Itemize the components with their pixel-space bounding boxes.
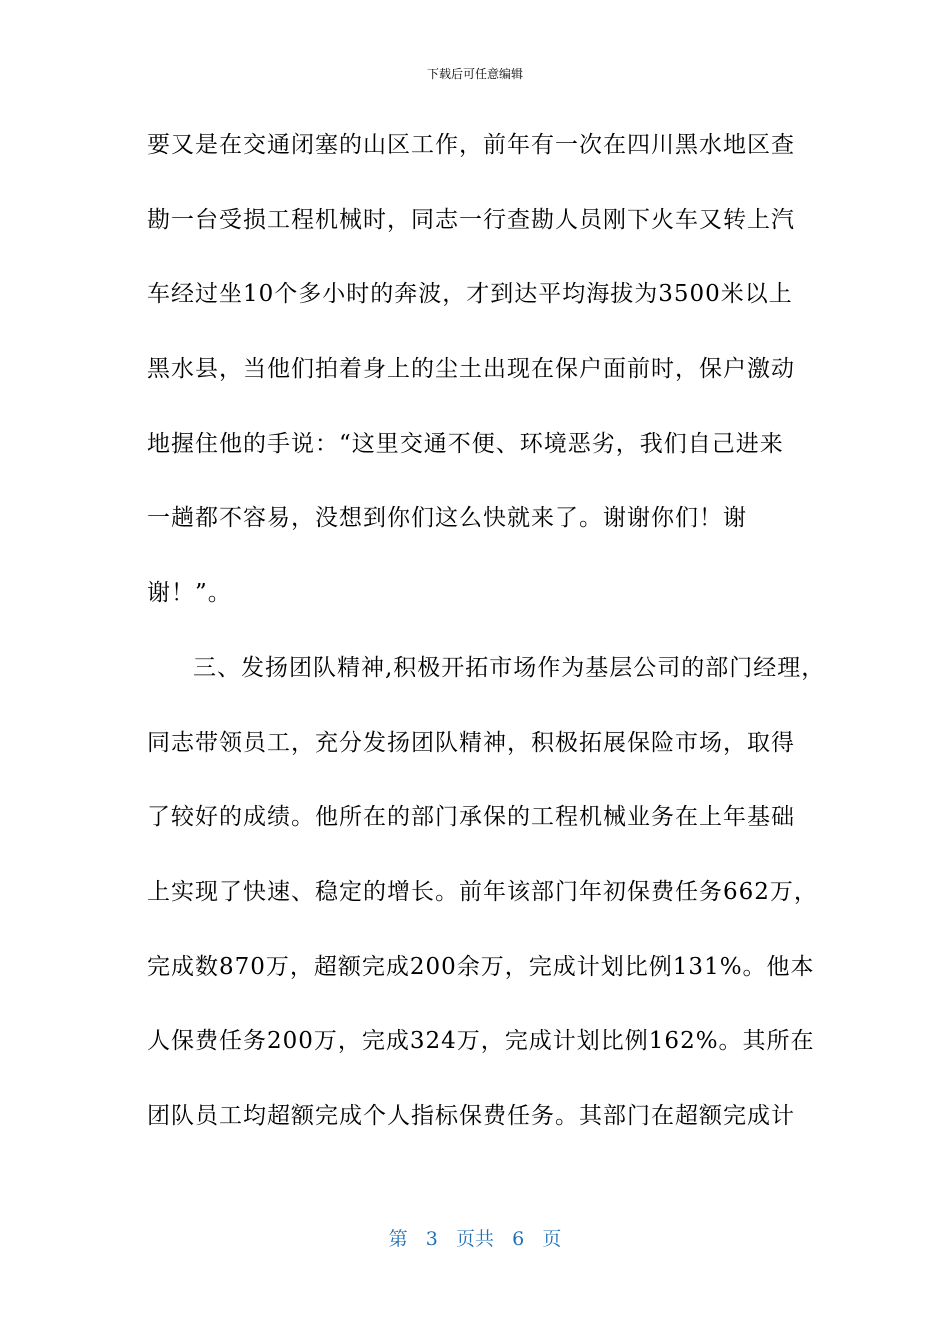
page-label-mid: 页共 xyxy=(455,1228,494,1250)
body-line: 黑水县，当他们拍着身上的尘土出现在保户面前时，保户激动 xyxy=(147,356,795,383)
body-line: 完成数870万，超额完成200余万，完成计划比例131%。他本 xyxy=(147,953,815,980)
page-footer xyxy=(0,1226,950,1252)
page-label-suffix: 页 xyxy=(542,1228,562,1250)
document-body xyxy=(147,126,826,1172)
body-line: 地握住他的手说：“这里交通不便、环境恶劣，我们自己进来 xyxy=(147,430,784,457)
body-line: 团队员工均超额完成个人指标保费任务。其部门在超额完成计 xyxy=(147,1102,795,1129)
body-line: 车经过坐10个多小时的奔波，才到达平均海拔为3500米以上 xyxy=(147,281,793,308)
body-line: 人保费任务200万，完成324万，完成计划比例162%。其所在 xyxy=(147,1028,815,1055)
section-heading-line: 三、发扬团队精神,积极开拓市场作为基层公司的部门经理， xyxy=(193,654,826,681)
body-line: 谢！”。 xyxy=(147,580,232,607)
current-page-number: 3 xyxy=(425,1228,438,1250)
body-line: 了较好的成绩。他所在的部门承保的工程机械业务在上年基础 xyxy=(147,804,795,831)
body-line: 同志带领员工，充分发扬团队精神，积极拓展保险市场，取得 xyxy=(147,729,795,756)
total-pages-number: 6 xyxy=(512,1228,525,1250)
body-line: 一趟都不容易，没想到你们这么快就来了。谢谢你们！谢 xyxy=(147,505,747,532)
body-line: 要又是在交通闭塞的山区工作，前年有一次在四川黑水地区查 xyxy=(147,132,795,158)
body-line: 上实现了快速、稳定的增长。前年该部门年初保费任务662万， xyxy=(147,878,818,905)
header-note: 下载后可任意编辑 xyxy=(426,67,523,81)
body-line: 勘一台受损工程机械时，同志一行查勘人员刚下火车又转上汽 xyxy=(147,206,795,233)
page-label-prefix: 第 xyxy=(388,1228,408,1250)
